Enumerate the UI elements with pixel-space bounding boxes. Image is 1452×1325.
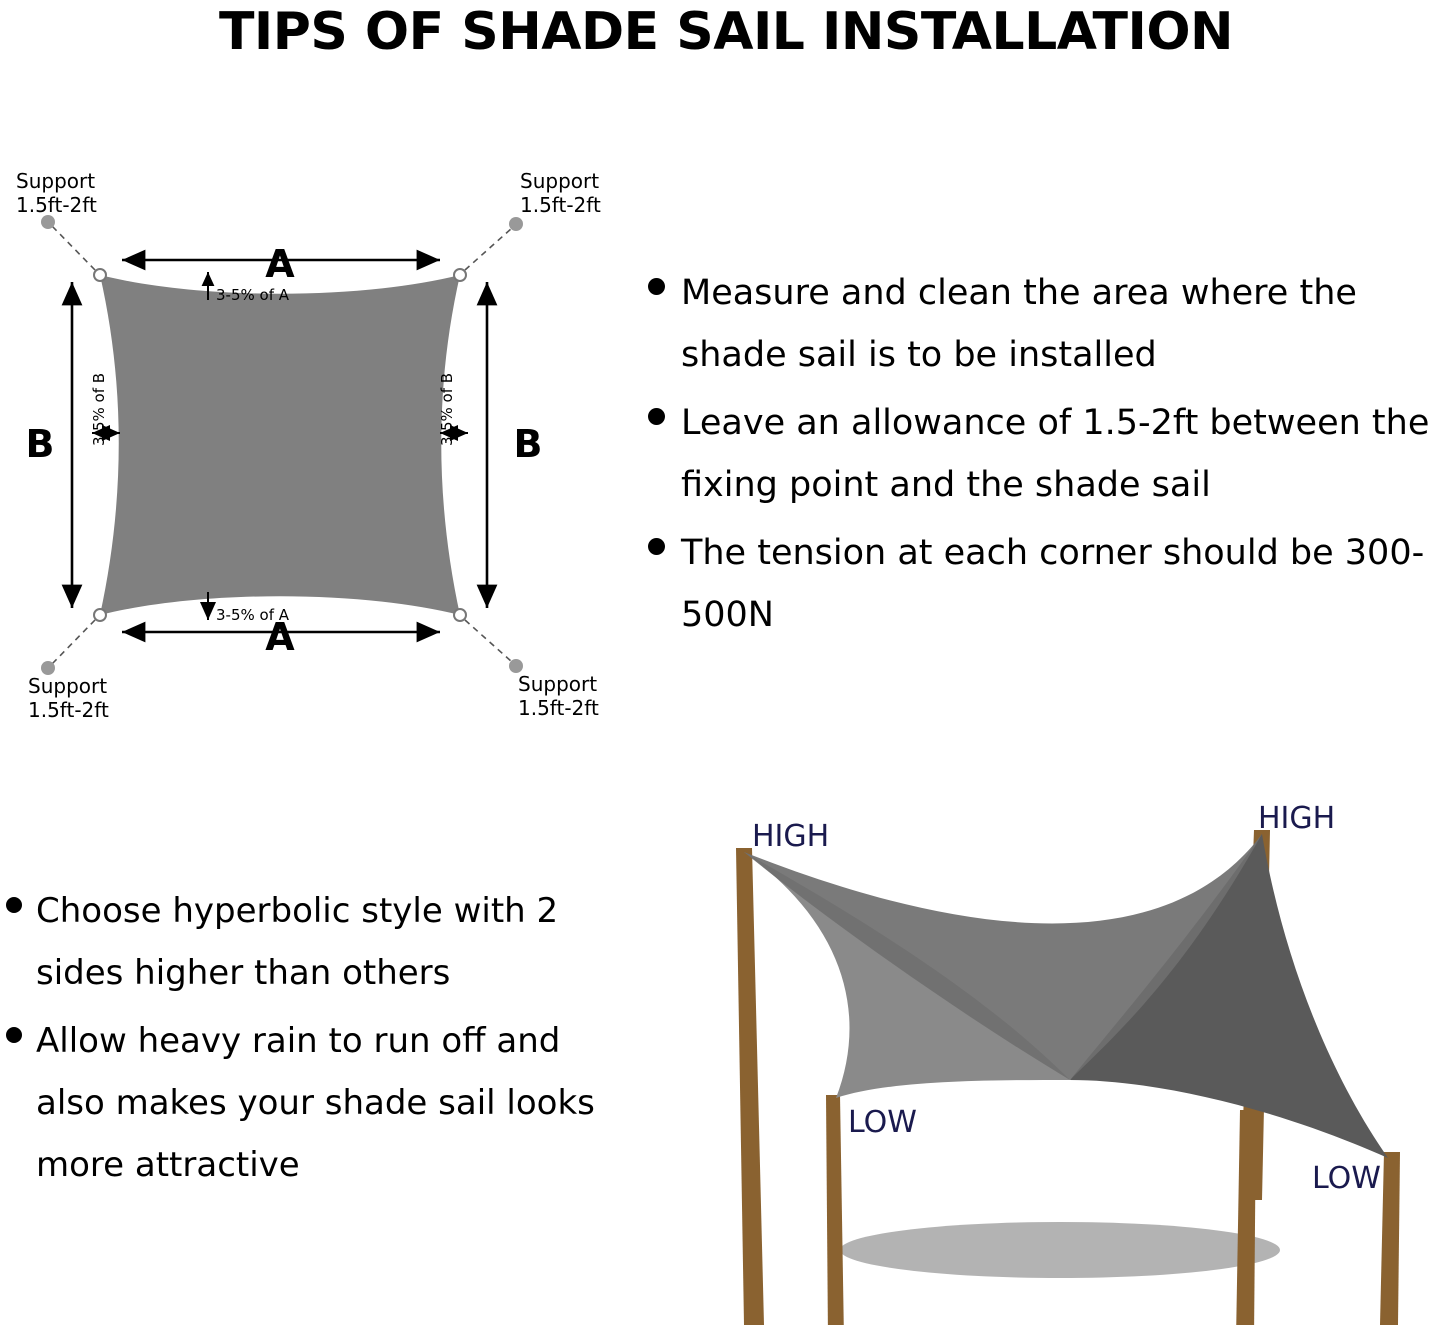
tips-list-top bbox=[648, 262, 1448, 652]
list-item bbox=[648, 262, 1448, 386]
corner-eyelet bbox=[454, 269, 466, 281]
label-b-left: B bbox=[25, 422, 55, 466]
post-low-right bbox=[1236, 1110, 1256, 1325]
support-value-top-right: 1.5ft-2ft bbox=[520, 193, 601, 217]
tip-text: Choose hyperbolic style with 2 sides higher than others bbox=[36, 891, 559, 993]
label-high-left: HIGH bbox=[752, 819, 830, 854]
label-curve-top: 3-5% of A bbox=[216, 286, 290, 304]
sail-shape bbox=[100, 275, 460, 615]
bullet-icon bbox=[648, 408, 665, 425]
corner-eyelet bbox=[94, 269, 106, 281]
label-curve-left: 3-5% of B bbox=[90, 372, 108, 446]
label-curve-right: 3-5% of B bbox=[438, 372, 456, 446]
label-a-bottom: A bbox=[265, 615, 295, 659]
support-dot bbox=[41, 661, 55, 675]
support-line bbox=[465, 228, 512, 270]
label-low-right: LOW bbox=[1312, 1161, 1381, 1196]
label-a-top: A bbox=[265, 242, 295, 286]
tip-text: Allow heavy rain to run off and also makes your shade sail looks more attractive bbox=[36, 1021, 595, 1185]
post-low-right-front bbox=[1380, 1152, 1400, 1325]
bullet-icon bbox=[6, 1027, 22, 1043]
label-high-right: HIGH bbox=[1258, 801, 1336, 836]
bullet-icon bbox=[648, 278, 665, 295]
list-item bbox=[0, 1010, 630, 1196]
hyperbolic-sail-diagram bbox=[640, 780, 1452, 1325]
corner-eyelet bbox=[94, 609, 106, 621]
corner-eyelet bbox=[454, 609, 466, 621]
list-item bbox=[648, 522, 1448, 646]
post-low-left bbox=[826, 1095, 844, 1325]
support-label-bottom-left: Support bbox=[28, 674, 108, 698]
label-low-left: LOW bbox=[848, 1105, 917, 1140]
support-value-bottom-left: 1.5ft-2ft bbox=[28, 698, 109, 722]
support-dot bbox=[509, 659, 523, 673]
bullet-icon bbox=[6, 897, 22, 913]
tip-text: Leave an allowance of 1.5-2ft between the fixing point and the shade sail bbox=[681, 403, 1430, 505]
support-line bbox=[52, 226, 95, 270]
support-dot bbox=[509, 217, 523, 231]
label-curve-bottom: 3-5% of A bbox=[216, 606, 290, 624]
bullet-icon bbox=[648, 538, 665, 555]
support-label-top-left: Support bbox=[16, 169, 96, 193]
list-item bbox=[0, 880, 630, 1004]
support-value-top-left: 1.5ft-2ft bbox=[16, 193, 97, 217]
tip-text: The tension at each corner should be 300-500N bbox=[681, 533, 1425, 635]
tip-text: Measure and clean the area where the shade sail is to be installed bbox=[681, 273, 1357, 375]
tips-list-bottom bbox=[0, 880, 630, 1202]
support-line bbox=[52, 620, 95, 664]
support-label-top-right: Support bbox=[520, 169, 600, 193]
support-line bbox=[465, 620, 512, 662]
ground-shadow bbox=[840, 1222, 1280, 1278]
post-high-left bbox=[736, 848, 764, 1325]
list-item bbox=[648, 392, 1448, 516]
support-label-bottom-right: Support bbox=[518, 672, 598, 696]
label-b-right: B bbox=[513, 422, 543, 466]
rectangular-sail-diagram bbox=[0, 160, 660, 740]
support-dot bbox=[41, 215, 55, 229]
page-title: TIPS OF SHADE SAIL INSTALLATION bbox=[218, 2, 1234, 62]
support-value-bottom-right: 1.5ft-2ft bbox=[518, 696, 599, 720]
